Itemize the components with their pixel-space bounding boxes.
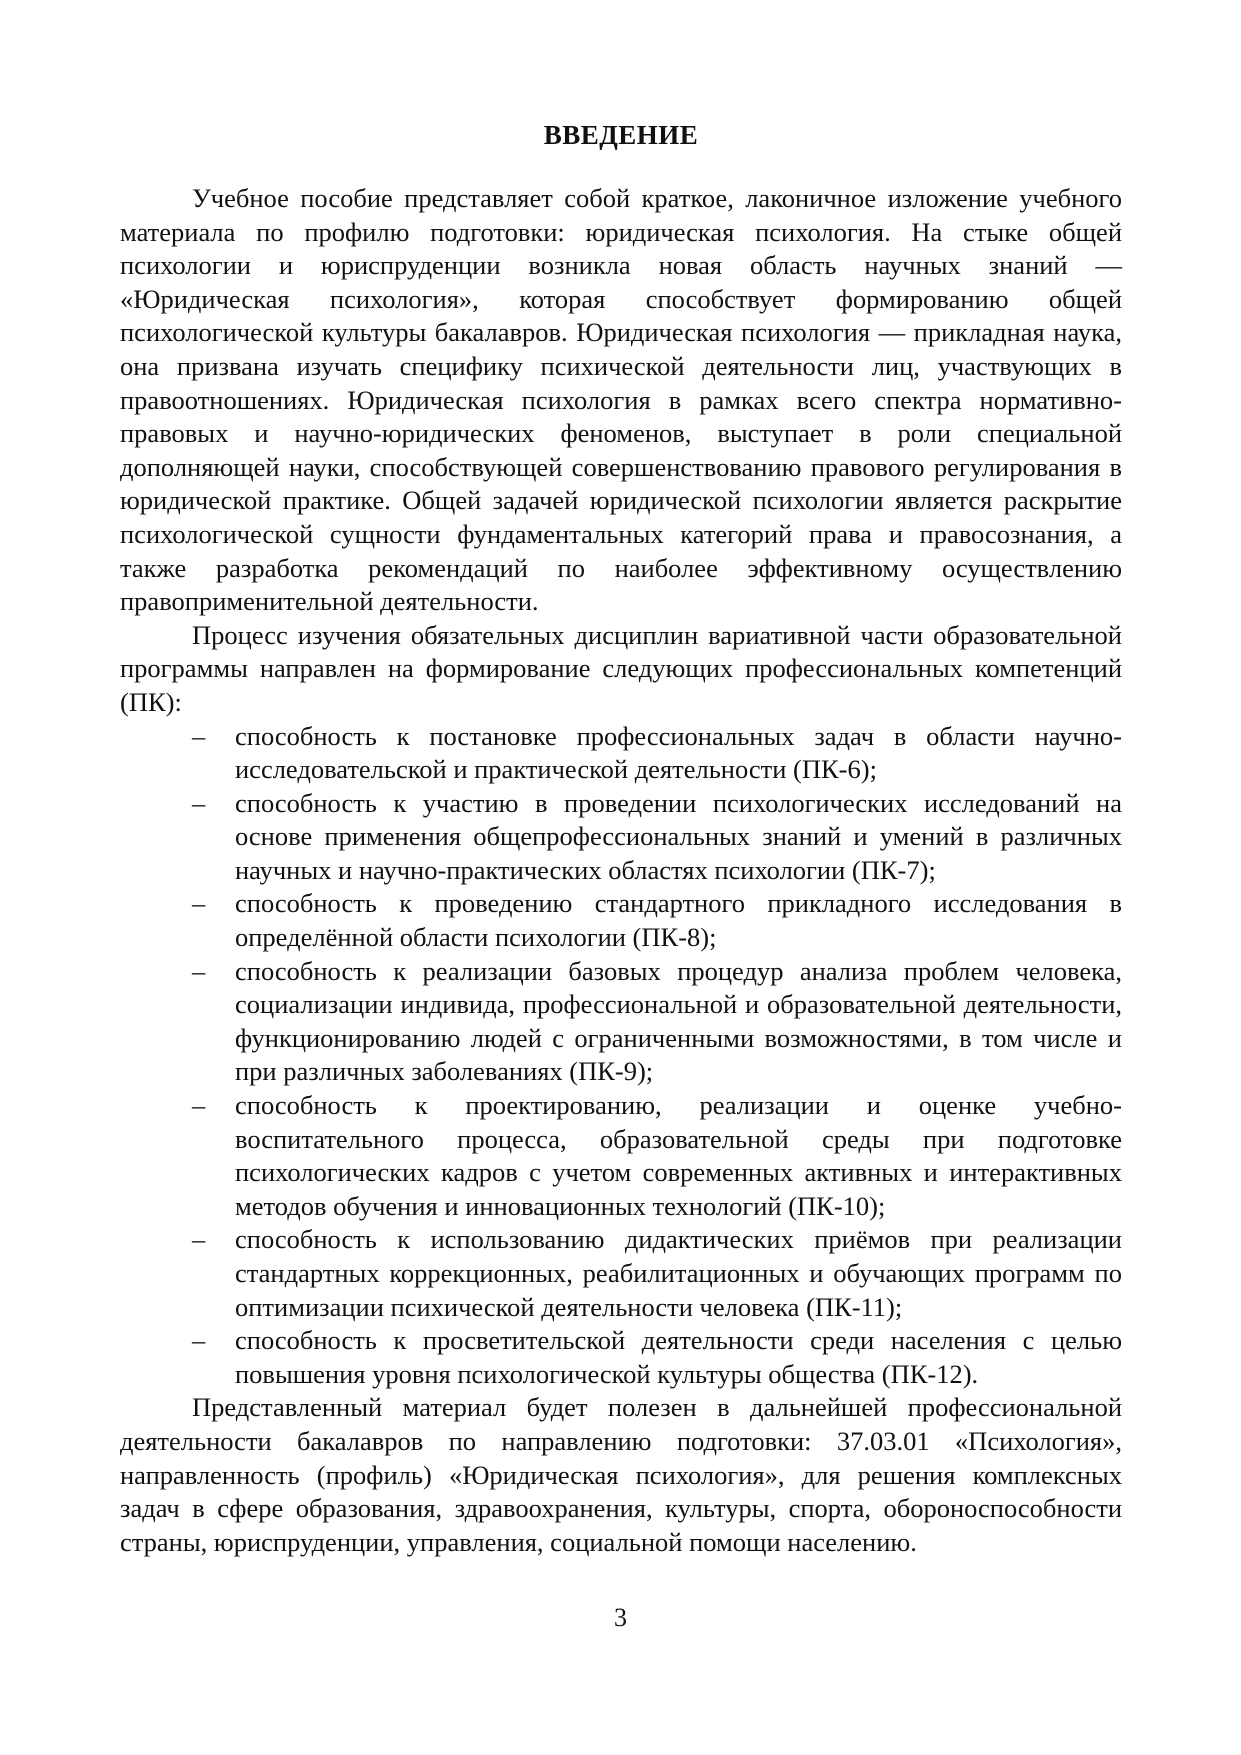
list-item: [120, 720, 1122, 787]
intro-paragraph: Учебное пособие представляет собой краткое, лаконичное изложение учебного материала по профилю подготовки: юридическая психология. На стыке общей психологии и юриспруденции возникла новая область научных знаний — «Юридическая психология», которая способствует формированию общей психологической культуры бакалавров. Юридическая психология — прикладная наука, она призвана изучать специфику психической деятельности лиц, участвующих в правоотношениях. Юридическая психология в рамках всего спектра нормативно-правовых и научно-юридических феноменов, выступает в роли специальной дополняющей науки, способствующей совершенствованию правового регулирования в юридической практике. Общей задачей юридической психологии является раскрытие психологической сущности фундаментальных категорий права и правосознания, а также разработка рекомендаций по наиболее эффективному осуществлению правоприменительной деятельности.: [120, 183, 1122, 617]
competencies-intro-paragraph: Процесс изучения обязательных дисциплин вариативной части образовательной программы направлен на формирование следующих профессиональных компетенций (ПК):: [120, 619, 1122, 717]
list-dash: –: [192, 1224, 206, 1255]
list-dash: –: [192, 787, 206, 818]
competency-list: [120, 720, 1122, 1392]
list-item: [120, 955, 1122, 1089]
list-dash: –: [192, 955, 206, 986]
list-item-text: способность к реализации базовых процедур анализа проблем человека, социализации индивида, профессиональной и образовательной деятельности, функционированию людей с ограниченными возможностями, в том числе и при различных заболеваниях (ПК-9);: [235, 955, 1122, 1087]
list-item: [120, 1324, 1122, 1391]
list-item-text: способность к постановке профессиональных задач в области научно-исследовательской и практической деятельности (ПК-6);: [235, 720, 1122, 785]
page-content: [120, 118, 1122, 1559]
list-item: [120, 1223, 1122, 1324]
list-item-text: способность к использованию дидактических приёмов при реализации стандартных коррекционных, реабилитационных и обучающих программ по оптимизации психической деятельности человека (ПК-11);: [235, 1224, 1122, 1322]
list-item-text: способность к просветительской деятельности среди населения с целью повышения уровня психологической культуры общества (ПК-12).: [235, 1325, 1122, 1389]
list-item: [120, 887, 1122, 954]
list-item: [120, 1089, 1122, 1223]
list-item-text: способность к участию в проведении психологических исследований на основе применения общепрофессиональных знаний и умений в различных научных и научно-практических областях психологии (ПК-7);: [235, 787, 1122, 885]
list-dash: –: [192, 1325, 206, 1356]
list-dash: –: [192, 1090, 206, 1121]
page-number: 3: [614, 1603, 627, 1632]
list-dash: –: [192, 720, 206, 751]
list-item: [120, 787, 1122, 888]
page-heading: ВВЕДЕНИЕ: [543, 120, 699, 150]
list-item-text: способность к проектированию, реализации и оценке учебно-воспитательного процесса, образовательной среды при подготовке психологических кадров с учетом современных активных и интерактивных методов обучения и инновационных технологий (ПК-10);: [235, 1090, 1122, 1221]
closing-paragraph: Представленный материал будет полезен в дальнейшей профессиональной деятельности бакалавров по направлению подготовки: 37.03.01 «Психология», направленность (профиль) «Юридическая психология», для решения комплексных задач в сфере образования, здравоохранения, культуры, спорта, обороноспособности страны, юриспруденции, управления, социальной помощи населению.: [120, 1392, 1122, 1557]
list-dash: –: [192, 888, 206, 919]
list-item-text: способность к проведению стандартного прикладного исследования в определённой области психологии (ПК-8);: [235, 888, 1122, 953]
